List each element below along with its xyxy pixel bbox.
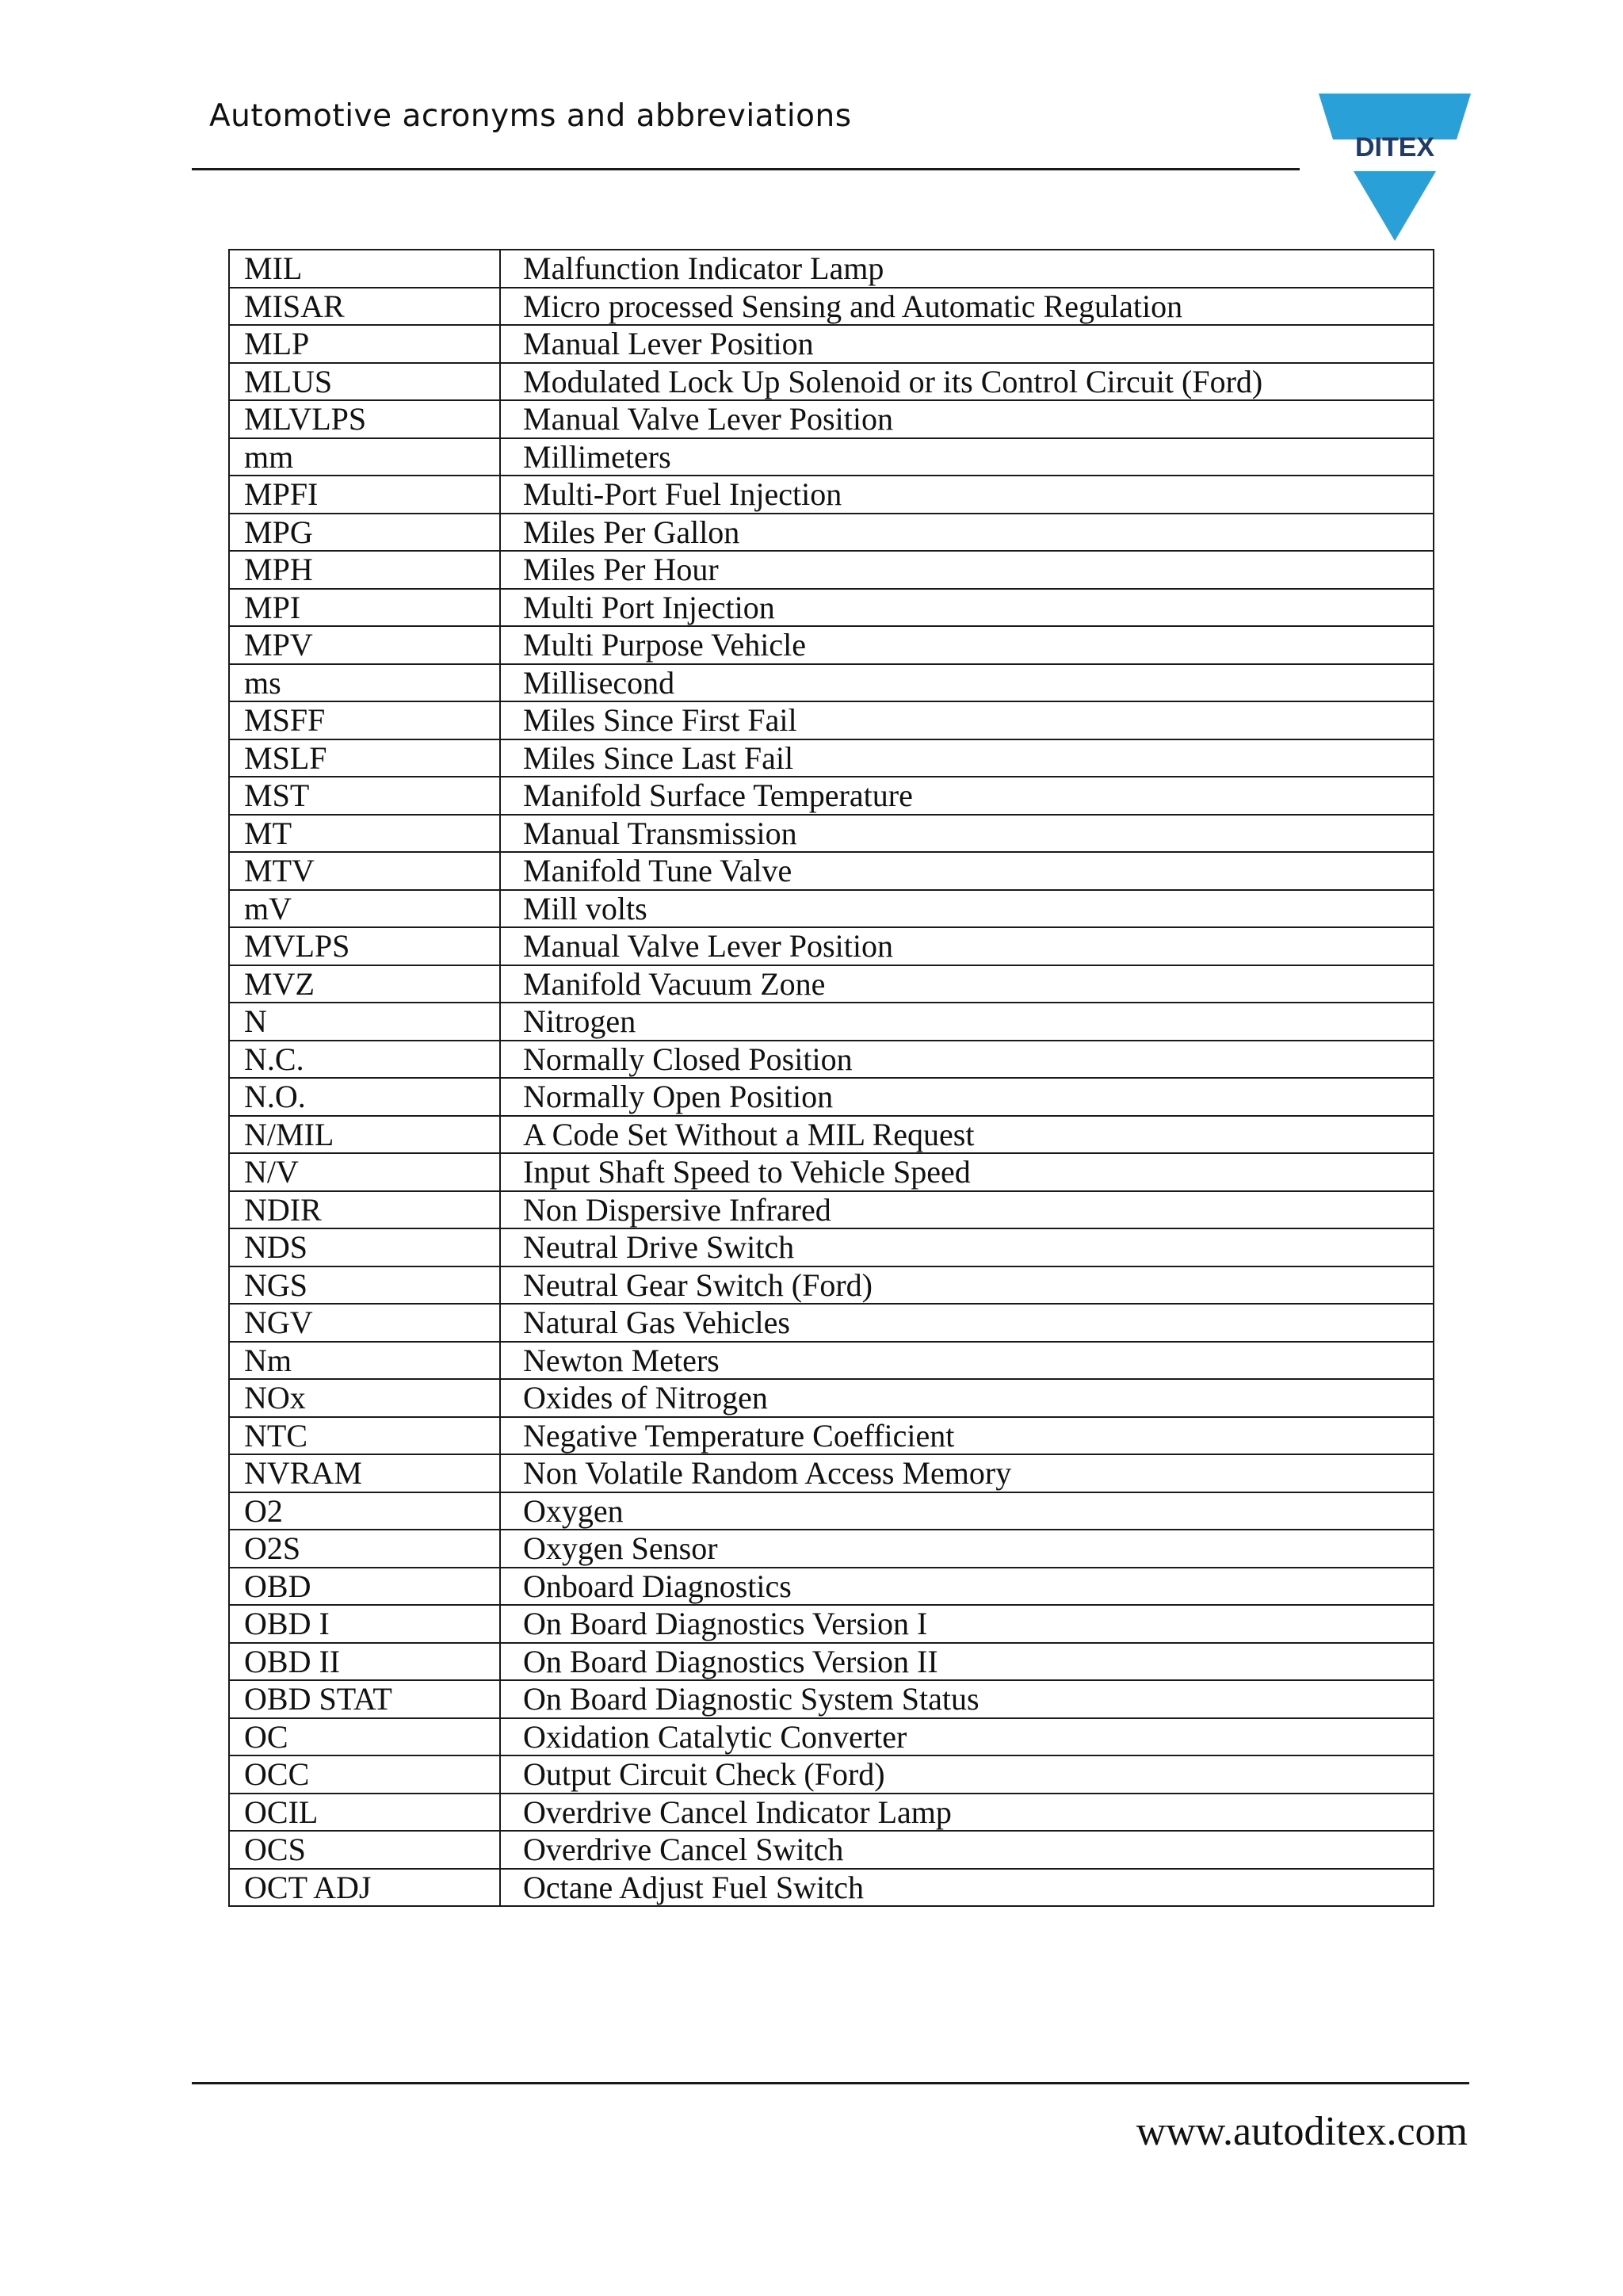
table-row xyxy=(229,1831,1434,1869)
table-row xyxy=(229,965,1434,1003)
ditex-logo xyxy=(1319,94,1471,244)
acronym-cell: mV xyxy=(229,890,500,928)
table-row xyxy=(229,852,1434,890)
definition-cell: Manual Valve Lever Position xyxy=(500,400,1434,438)
table-row xyxy=(229,1342,1434,1380)
acronym-cell: MVLPS xyxy=(229,927,500,965)
table-row xyxy=(229,1568,1434,1606)
acronym-table-container xyxy=(228,249,1434,1907)
table-row xyxy=(229,1869,1434,1907)
definition-cell: Multi Purpose Vehicle xyxy=(500,626,1434,664)
acronym-cell: NTC xyxy=(229,1417,500,1455)
acronym-cell: MPFI xyxy=(229,476,500,514)
acronym-cell: MVZ xyxy=(229,965,500,1003)
table-row xyxy=(229,739,1434,777)
definition-cell: On Board Diagnostic System Status xyxy=(500,1680,1434,1718)
table-row xyxy=(229,1379,1434,1417)
definition-cell: Manifold Surface Temperature xyxy=(500,777,1434,815)
table-row xyxy=(229,1417,1434,1455)
table-row xyxy=(229,1605,1434,1643)
acronym-cell: Nm xyxy=(229,1342,500,1380)
acronym-cell: N/V xyxy=(229,1153,500,1191)
definition-cell: Manual Transmission xyxy=(500,815,1434,853)
definition-cell: Manual Lever Position xyxy=(500,325,1434,363)
table-row xyxy=(229,551,1434,589)
table-row xyxy=(229,1304,1434,1342)
definition-cell: On Board Diagnostics Version II xyxy=(500,1643,1434,1681)
acronym-cell: OBD I xyxy=(229,1605,500,1643)
definition-cell: Miles Per Gallon xyxy=(500,514,1434,552)
table-row xyxy=(229,1266,1434,1305)
table-row xyxy=(229,927,1434,965)
definition-cell: Oxides of Nitrogen xyxy=(500,1379,1434,1417)
logo-bottom-triangle xyxy=(1354,171,1436,241)
table-row xyxy=(229,363,1434,401)
table-row xyxy=(229,1228,1434,1266)
table-row xyxy=(229,1680,1434,1718)
definition-cell: Natural Gas Vehicles xyxy=(500,1304,1434,1342)
acronym-cell: NDIR xyxy=(229,1191,500,1229)
table-row xyxy=(229,1191,1434,1229)
table-row xyxy=(229,626,1434,664)
definition-cell: Overdrive Cancel Indicator Lamp xyxy=(500,1794,1434,1832)
definition-cell: Multi Port Injection xyxy=(500,589,1434,627)
definition-cell: Manual Valve Lever Position xyxy=(500,927,1434,965)
table-row xyxy=(229,664,1434,702)
acronym-cell: mm xyxy=(229,438,500,476)
definition-cell: Millisecond xyxy=(500,664,1434,702)
table-row xyxy=(229,1718,1434,1756)
acronym-cell: N/MIL xyxy=(229,1116,500,1154)
definition-cell: Octane Adjust Fuel Switch xyxy=(500,1869,1434,1907)
definition-cell: Miles Since Last Fail xyxy=(500,739,1434,777)
acronym-cell: NGS xyxy=(229,1266,500,1305)
definition-cell: Oxygen Sensor xyxy=(500,1530,1434,1568)
footer-divider xyxy=(192,2082,1469,2084)
acronym-cell: MPI xyxy=(229,589,500,627)
acronym-cell: OCIL xyxy=(229,1794,500,1832)
table-row xyxy=(229,815,1434,853)
table-row xyxy=(229,1492,1434,1530)
table-row xyxy=(229,288,1434,326)
acronym-cell: MLVLPS xyxy=(229,400,500,438)
acronym-cell: OBD II xyxy=(229,1643,500,1681)
acronym-cell: OCT ADJ xyxy=(229,1869,500,1907)
acronym-cell: NVRAM xyxy=(229,1454,500,1492)
acronym-cell: MISAR xyxy=(229,288,500,326)
table-row xyxy=(229,777,1434,815)
acronym-cell: MPG xyxy=(229,514,500,552)
definition-cell: Malfunction Indicator Lamp xyxy=(500,250,1434,288)
definition-cell: Neutral Drive Switch xyxy=(500,1228,1434,1266)
acronym-cell: OC xyxy=(229,1718,500,1756)
footer-website-url: www.autoditex.com xyxy=(1136,2109,1468,2154)
acronym-table-body xyxy=(229,250,1434,1906)
acronym-cell: MST xyxy=(229,777,500,815)
acronym-cell: N.C. xyxy=(229,1041,500,1079)
table-row xyxy=(229,589,1434,627)
table-row xyxy=(229,400,1434,438)
acronym-cell: MPH xyxy=(229,551,500,589)
table-row xyxy=(229,1794,1434,1832)
acronym-cell: MLP xyxy=(229,325,500,363)
definition-cell: Overdrive Cancel Switch xyxy=(500,1831,1434,1869)
definition-cell: Onboard Diagnostics xyxy=(500,1568,1434,1606)
acronym-cell: O2 xyxy=(229,1492,500,1530)
acronym-cell: MT xyxy=(229,815,500,853)
definition-cell: Mill volts xyxy=(500,890,1434,928)
table-row xyxy=(229,1153,1434,1191)
acronym-cell: OCC xyxy=(229,1755,500,1794)
definition-cell: Micro processed Sensing and Automatic Regulation xyxy=(500,288,1434,326)
acronym-cell: O2S xyxy=(229,1530,500,1568)
definition-cell: Nitrogen xyxy=(500,1003,1434,1041)
header-divider xyxy=(192,168,1300,170)
definition-cell: Normally Open Position xyxy=(500,1078,1434,1116)
definition-cell: Non Volatile Random Access Memory xyxy=(500,1454,1434,1492)
definition-cell: Manifold Vacuum Zone xyxy=(500,965,1434,1003)
acronym-cell: OBD xyxy=(229,1568,500,1606)
table-row xyxy=(229,325,1434,363)
acronym-cell: OBD STAT xyxy=(229,1680,500,1718)
acronym-cell: MIL xyxy=(229,250,500,288)
definition-cell: Oxidation Catalytic Converter xyxy=(500,1718,1434,1756)
acronym-cell: NDS xyxy=(229,1228,500,1266)
table-row xyxy=(229,250,1434,288)
definition-cell: Millimeters xyxy=(500,438,1434,476)
table-row xyxy=(229,701,1434,739)
document-title: Automotive acronyms and abbreviations xyxy=(209,98,852,134)
definition-cell: Oxygen xyxy=(500,1492,1434,1530)
table-row xyxy=(229,890,1434,928)
definition-cell: Normally Closed Position xyxy=(500,1041,1434,1079)
definition-cell: Output Circuit Check (Ford) xyxy=(500,1755,1434,1794)
table-row xyxy=(229,1078,1434,1116)
definition-cell: Input Shaft Speed to Vehicle Speed xyxy=(500,1153,1434,1191)
definition-cell: Newton Meters xyxy=(500,1342,1434,1380)
acronym-cell: MSLF xyxy=(229,739,500,777)
definition-cell: Miles Since First Fail xyxy=(500,701,1434,739)
definition-cell: Manifold Tune Valve xyxy=(500,852,1434,890)
definition-cell: Non Dispersive Infrared xyxy=(500,1191,1434,1229)
acronym-table xyxy=(228,249,1434,1907)
table-row xyxy=(229,1530,1434,1568)
table-row xyxy=(229,514,1434,552)
definition-cell: Miles Per Hour xyxy=(500,551,1434,589)
table-row xyxy=(229,476,1434,514)
table-row xyxy=(229,1755,1434,1794)
table-row xyxy=(229,438,1434,476)
table-row xyxy=(229,1116,1434,1154)
acronym-cell: MPV xyxy=(229,626,500,664)
definition-cell: Neutral Gear Switch (Ford) xyxy=(500,1266,1434,1305)
table-row xyxy=(229,1643,1434,1681)
logo-text: DITEX xyxy=(1354,132,1435,162)
table-row xyxy=(229,1041,1434,1079)
definition-cell: Multi-Port Fuel Injection xyxy=(500,476,1434,514)
acronym-cell: NOx xyxy=(229,1379,500,1417)
acronym-cell: NGV xyxy=(229,1304,500,1342)
acronym-cell: ms xyxy=(229,664,500,702)
definition-cell: Modulated Lock Up Solenoid or its Control Circuit (Ford) xyxy=(500,363,1434,401)
definition-cell: A Code Set Without a MIL Request xyxy=(500,1116,1434,1154)
definition-cell: On Board Diagnostics Version I xyxy=(500,1605,1434,1643)
acronym-cell: N.O. xyxy=(229,1078,500,1116)
acronym-cell: MTV xyxy=(229,852,500,890)
table-row xyxy=(229,1003,1434,1041)
acronym-cell: N xyxy=(229,1003,500,1041)
table-row xyxy=(229,1454,1434,1492)
definition-cell: Negative Temperature Coefficient xyxy=(500,1417,1434,1455)
acronym-cell: MSFF xyxy=(229,701,500,739)
acronym-cell: MLUS xyxy=(229,363,500,401)
acronym-cell: OCS xyxy=(229,1831,500,1869)
